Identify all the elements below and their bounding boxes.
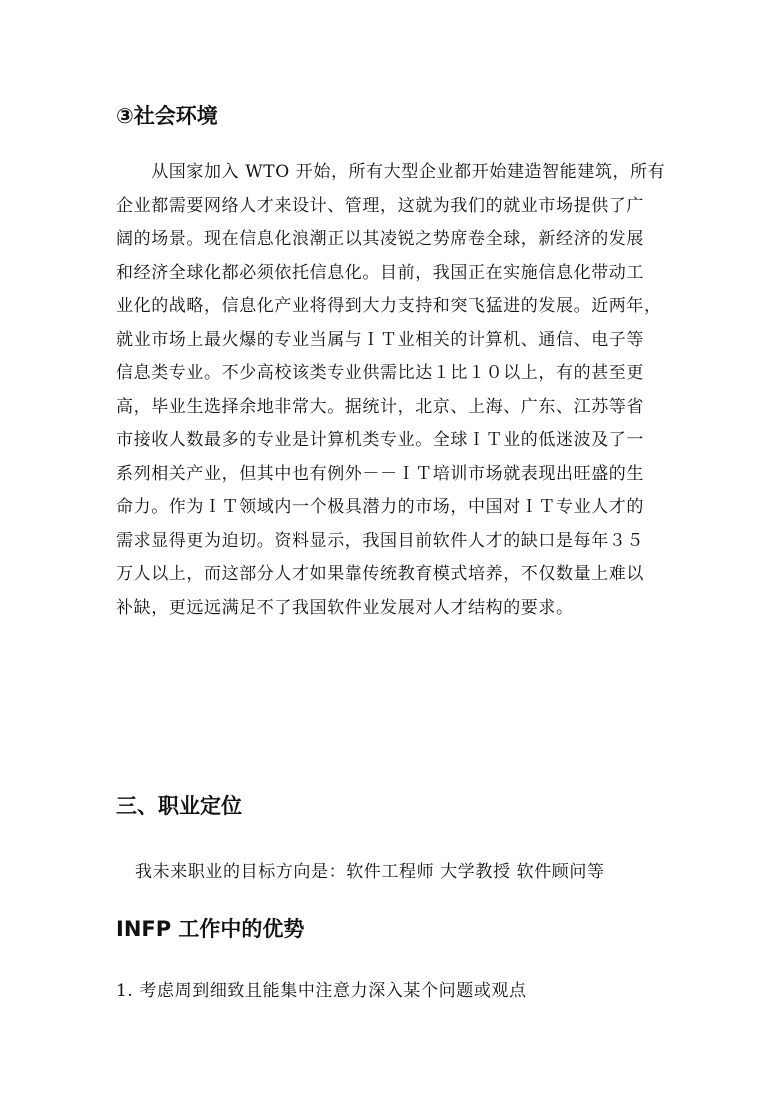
paragraph-line: 和经济全球化都必须依托信息化。目前，我国正在实施信息化带动工	[116, 262, 644, 283]
career-goal-text: 我未来职业的目标方向是：软件工程师 大学教授 软件顾问等	[135, 862, 605, 882]
section-heading-career-positioning: 三、职业定位	[116, 794, 242, 818]
paragraph-line: 业化的战略，信息化产业将得到大力支持和突飞猛进的发展。近两年，	[116, 296, 662, 316]
paragraph-line: 补缺，更远远满足不了我国软件业发展对人才结构的要求。	[116, 597, 574, 618]
paragraph-line: 阔的场景。现在信息化浪潮正以其凌锐之势席卷全球，新经济的发展	[116, 229, 644, 249]
paragraph-line: 从国家加入 WTO 开始，所有大型企业都开始建造智能建筑，所有	[116, 162, 666, 182]
paragraph-line: 系列相关产业，但其中也有例外－－ＩＴ培训市场就表现出旺盛的生	[116, 463, 644, 484]
section-heading-social-environment: ③社会环境	[116, 104, 218, 128]
paragraph-line: 信息类专业。不少高校该类专业供需比达１比１０以上，有的甚至更	[116, 363, 644, 383]
paragraph-line: 市接收人数最多的专业是计算机类专业。全球ＩＴ业的低迷波及了一	[116, 430, 644, 450]
paragraph-line: 命力。作为ＩＴ领域内一个极具潜力的市场，中国对ＩＴ专业人才的	[116, 497, 644, 517]
paragraph-line: 万人以上，而这部分人才如果靠传统教育模式培养，不仅数量上难以	[116, 564, 644, 584]
paragraph-line: 企业都需要网络人才来设计、管理，这就为我们的就业市场提供了广	[116, 195, 644, 216]
paragraph-line: 就业市场上最火爆的专业当属与ＩＴ业相关的计算机、通信、电子等	[116, 329, 644, 350]
paragraph-line: 高，毕业生选择余地非常大。据统计，北京、上海、广东、江苏等省	[116, 396, 644, 417]
paragraph-line: 需求显得更为迫切。资料显示，我国目前软件人才的缺口是每年３５	[116, 530, 644, 551]
list-item: 1. 考虑周到细致且能集中注意力深入某个问题或观点	[116, 981, 527, 1001]
social-environment-paragraph	[116, 156, 666, 625]
section-heading-infp-strengths: INFP 工作中的优势	[116, 917, 305, 941]
